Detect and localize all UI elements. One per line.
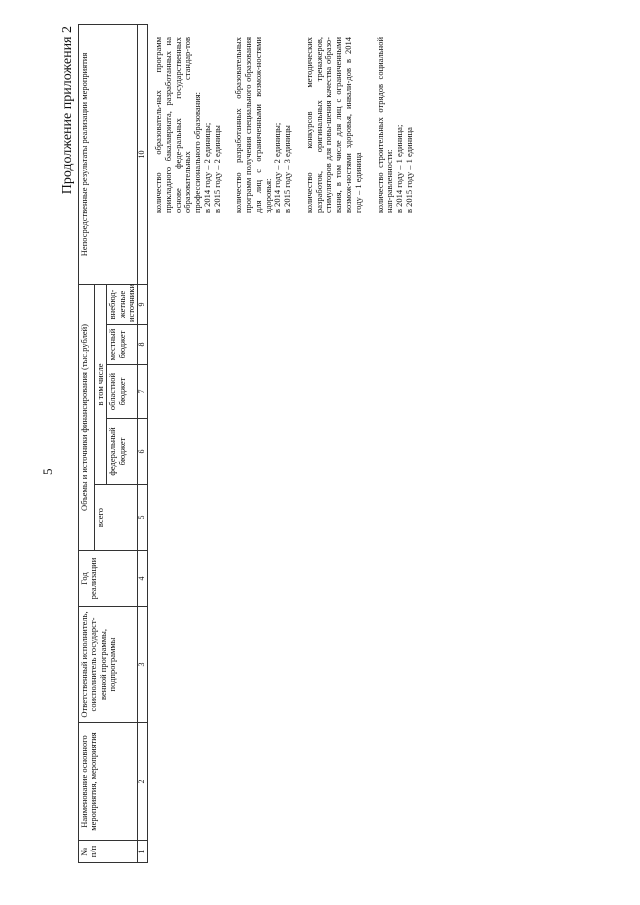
column-number: 7 bbox=[138, 365, 148, 419]
result-item bbox=[305, 37, 364, 213]
header-year: Год реализации bbox=[79, 551, 138, 607]
header-financing: Объемы и источники финансирования (тыс.рублей) bbox=[79, 284, 95, 550]
result-line: в 2015 году – 2 единицы bbox=[211, 125, 222, 213]
column-number: 1 bbox=[138, 841, 148, 863]
column-number: 9 bbox=[138, 284, 148, 324]
result-item bbox=[154, 37, 222, 213]
result-line: в 2014 году – 1 единица; bbox=[394, 124, 405, 213]
results-column bbox=[154, 37, 427, 213]
header-executor: Ответственный исполнитель, соисполнитель государст-венной программы, подпрограммы bbox=[79, 607, 138, 723]
column-number: 5 bbox=[138, 485, 148, 551]
result-text: количество разработанных образовательных программ получения специального образования для лиц с ограниченными возмож-ностями здоровья: bbox=[233, 37, 273, 213]
result-line: в 2015 году – 1 единица bbox=[403, 127, 414, 213]
result-text: количество конкурсов методических разработок, оригинальных тренажеров, стимуляторов для повы-шения качества образо-вания, в том числе для лиц с ограниченными возмож-ностями здоровья, инвали-дов в 2014 году – 1 единица bbox=[303, 37, 363, 213]
column-number: 2 bbox=[138, 723, 148, 841]
column-number: 4 bbox=[138, 551, 148, 607]
result-item bbox=[234, 37, 293, 213]
column-number: 8 bbox=[138, 325, 148, 365]
page-number: 5 bbox=[40, 468, 55, 475]
header-total: всего bbox=[95, 485, 138, 551]
header-local: местный бюджет bbox=[107, 325, 138, 365]
column-number: 6 bbox=[138, 419, 148, 485]
result-line: в 2014 году – 2 единицы; bbox=[272, 122, 283, 213]
header-activity-name: Наименование основного мероприятия, мероприятия bbox=[79, 723, 138, 841]
header-number: № п/п bbox=[79, 841, 138, 863]
result-text: количество строительных отрядов социальной нап-равленности: bbox=[374, 37, 395, 213]
header-federal: федеральный бюджет bbox=[107, 419, 138, 485]
result-text: количество образователь-ных программ прикладного бакалавриата, разработанных на основе феде-ральных государственных образовательных стандар-тов профессионального образования: bbox=[153, 37, 203, 213]
result-line: в 2015 году – 3 единицы bbox=[282, 125, 293, 213]
header-extrabudget: внебюд-жетные источники bbox=[107, 284, 138, 324]
result-item bbox=[376, 37, 415, 213]
column-number: 3 bbox=[138, 607, 148, 723]
column-number: 10 bbox=[138, 24, 148, 284]
continuation-caption: Продолжение приложения 2 bbox=[60, 26, 75, 195]
financing-table bbox=[78, 24, 148, 863]
header-regional: областной бюджет bbox=[107, 365, 138, 419]
result-line: в 2014 году – 2 единицы; bbox=[201, 122, 212, 213]
header-including: в том числе bbox=[95, 284, 107, 484]
header-results: Непосредственные результаты реализации мероприятия bbox=[79, 24, 138, 284]
